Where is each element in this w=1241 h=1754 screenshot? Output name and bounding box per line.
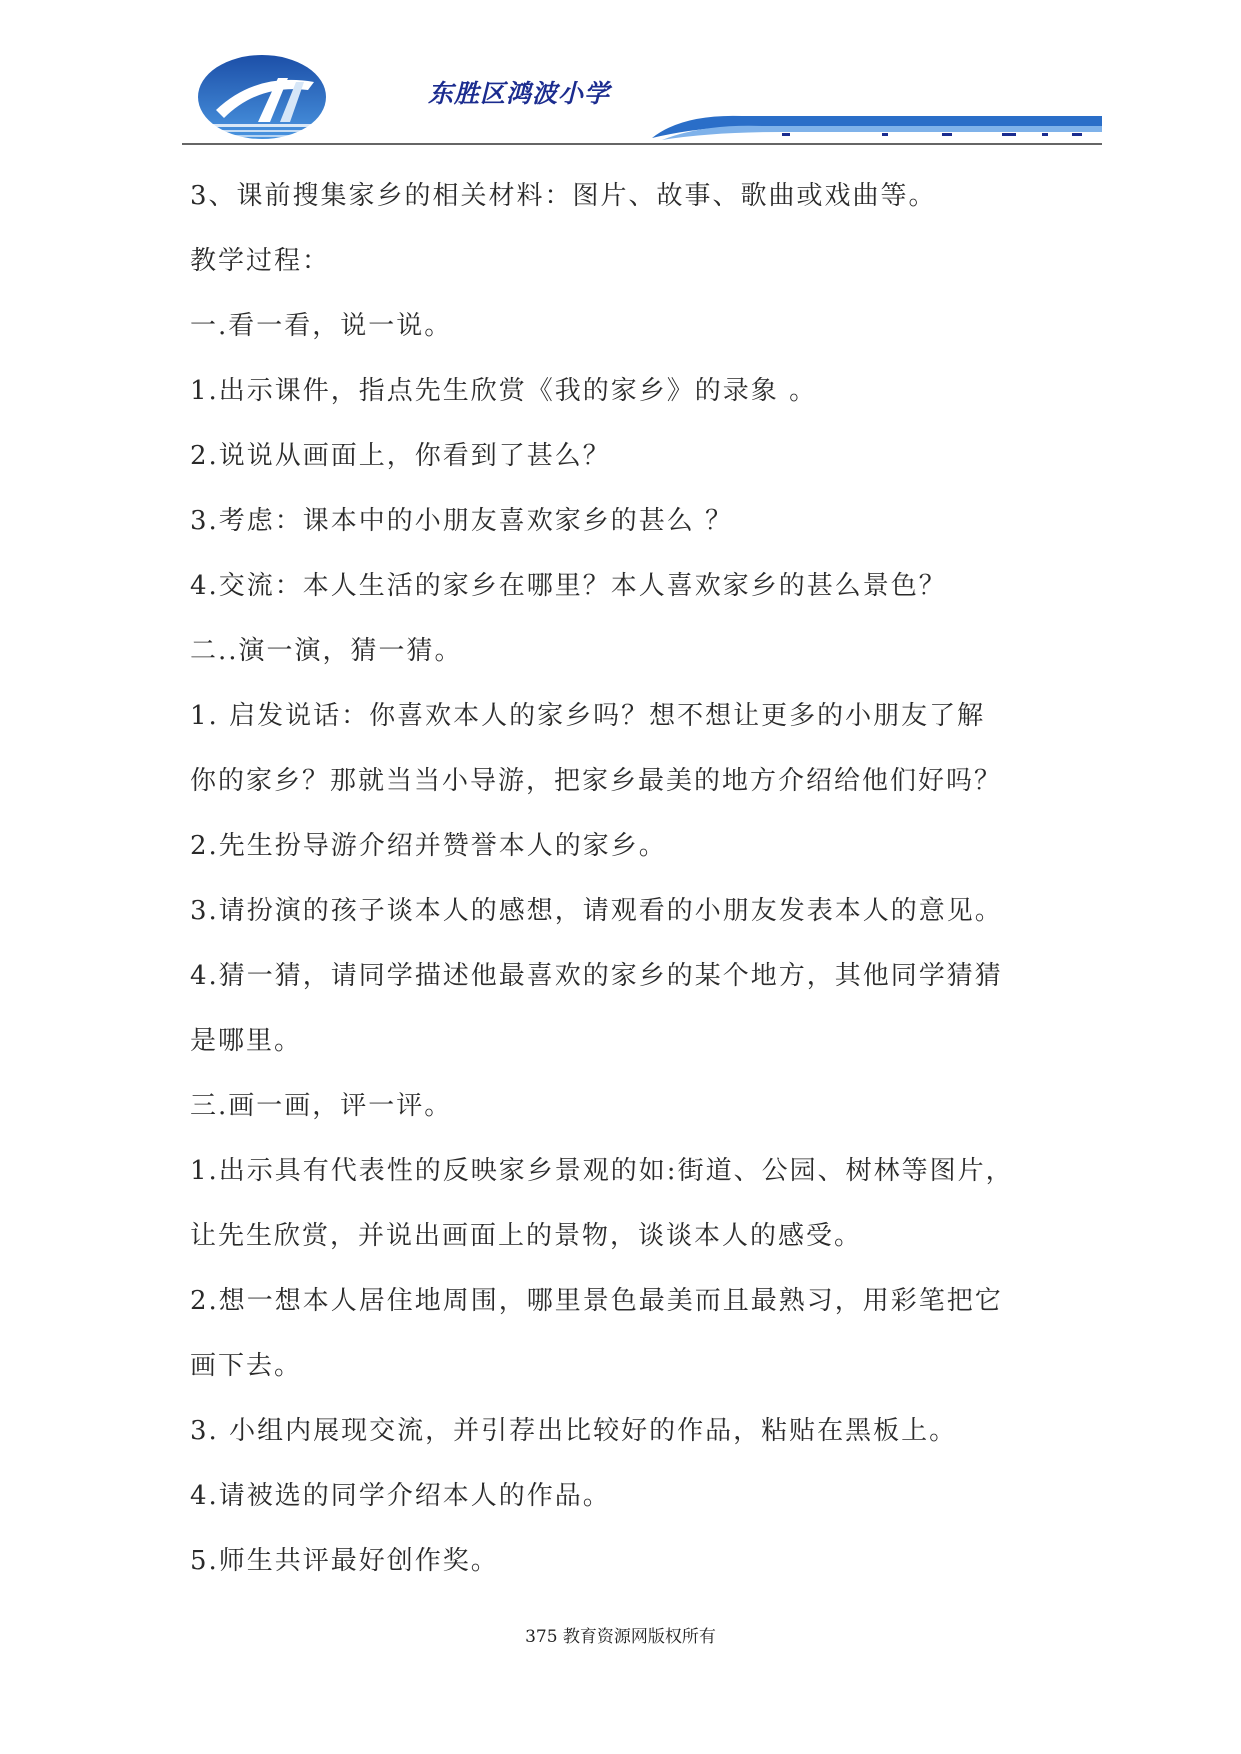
text-line: 3.请扮演的孩子谈本人的感想，请观看的小朋友发表本人的意见。 bbox=[190, 896, 1003, 926]
text-line: 1.出示具有代表性的反映家乡景观的如:街道、公园、树林等图片， bbox=[190, 1156, 1014, 1186]
text-line: 是哪里。 bbox=[190, 1026, 303, 1056]
header-divider bbox=[182, 110, 1102, 150]
text-line: 2.说说从画面上，你看到了甚么？ bbox=[190, 441, 611, 471]
section-heading: 三.画一画，评一评。 bbox=[190, 1091, 453, 1121]
section-heading: 教学过程： bbox=[190, 246, 331, 276]
text-line: 1. 启发说话：你喜欢本人的家乡吗？想不想让更多的小朋友了解 bbox=[190, 701, 986, 731]
text-line: 5.师生共评最好创作奖。 bbox=[190, 1546, 499, 1576]
text-line: 4.交流：本人生活的家乡在哪里？本人喜欢家乡的甚么景色？ bbox=[190, 571, 947, 601]
text-line: 画下去。 bbox=[190, 1351, 303, 1381]
text-line: 你的家乡？那就当当小导游，把家乡最美的地方介绍给他们好吗？ bbox=[190, 766, 1003, 796]
text-line: 1.出示课件，指点先生欣赏《我的家乡》的录象 。 bbox=[190, 376, 818, 406]
section-heading: 二..演一演，猜一猜。 bbox=[190, 636, 463, 666]
text-line: 4.猜一猜，请同学描述他最喜欢的家乡的某个地方，其他同学猜猜 bbox=[190, 961, 1003, 991]
document-body bbox=[190, 164, 1070, 1594]
text-line: 3、课前搜集家乡的相关材料：图片、故事、歌曲或戏曲等。 bbox=[190, 181, 937, 211]
text-line: 让先生欣赏，并说出画面上的景物，谈谈本人的感受。 bbox=[190, 1221, 863, 1251]
section-heading: 一.看一看，说一说。 bbox=[190, 311, 453, 341]
text-line: 2.想一想本人居住地周围，哪里景色最美而且最熟习，用彩笔把它 bbox=[190, 1286, 1003, 1316]
text-line: 3. 小组内展现交流，并引荐出比较好的作品，粘贴在黑板上。 bbox=[190, 1416, 958, 1446]
school-name: 东胜区鸿波小学 bbox=[428, 79, 611, 108]
text-line: 3.考虑：课本中的小朋友喜欢家乡的甚么 ？ bbox=[190, 506, 734, 536]
text-line: 4.请被选的同学介绍本人的作品。 bbox=[190, 1481, 611, 1511]
page-header bbox=[0, 0, 1241, 150]
text-line: 2.先生扮导游介绍并赞誉本人的家乡。 bbox=[190, 831, 667, 861]
page-footer: 375 教育资源网版权所有 bbox=[525, 1627, 716, 1647]
